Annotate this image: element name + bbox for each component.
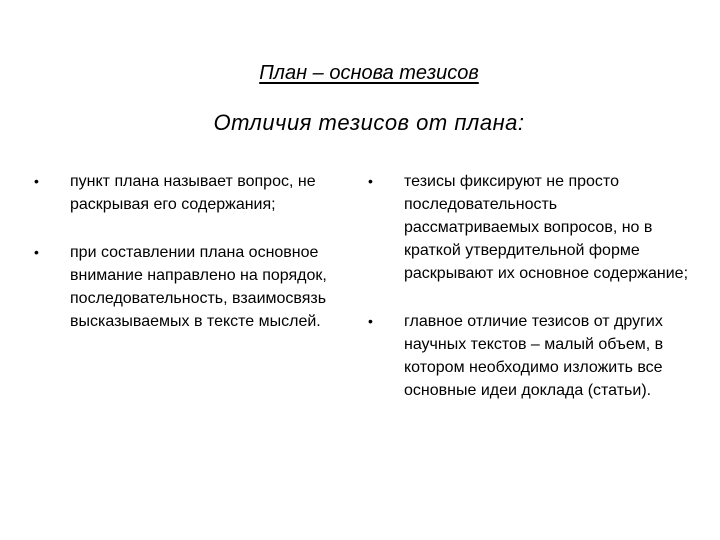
list-item-text: главное отличие тезисов от других научных текстов – малый объем, в котором необходимо изложить все основные идеи доклада (статьи).: [404, 313, 664, 399]
bullet-icon: •: [368, 173, 373, 189]
list-item: [368, 310, 688, 402]
slide-subtitle: Отличия тезисов от плана:: [213, 110, 525, 135]
list-item-text: при составлении плана основное внимание направлено на порядок, последовательность, взаимосвязь высказываемых в тексте мыслей.: [70, 244, 327, 330]
left-column: [34, 170, 354, 333]
right-column: [368, 170, 688, 402]
list-item: [34, 170, 354, 216]
list-item: [34, 241, 354, 333]
list-item-text: пункт плана называет вопрос, не раскрывая его содержания;: [70, 173, 316, 213]
bullet-icon: •: [34, 173, 39, 189]
bullet-icon: •: [34, 244, 39, 260]
bullet-icon: •: [368, 313, 373, 329]
slide-title: План – основа тезисов: [259, 62, 479, 84]
list-item: [368, 170, 688, 285]
list-item-text: тезисы фиксируют не просто последовательность рассматриваемых вопросов, но в краткой утвердительной форме раскрывают их основное содержание;: [404, 173, 689, 282]
